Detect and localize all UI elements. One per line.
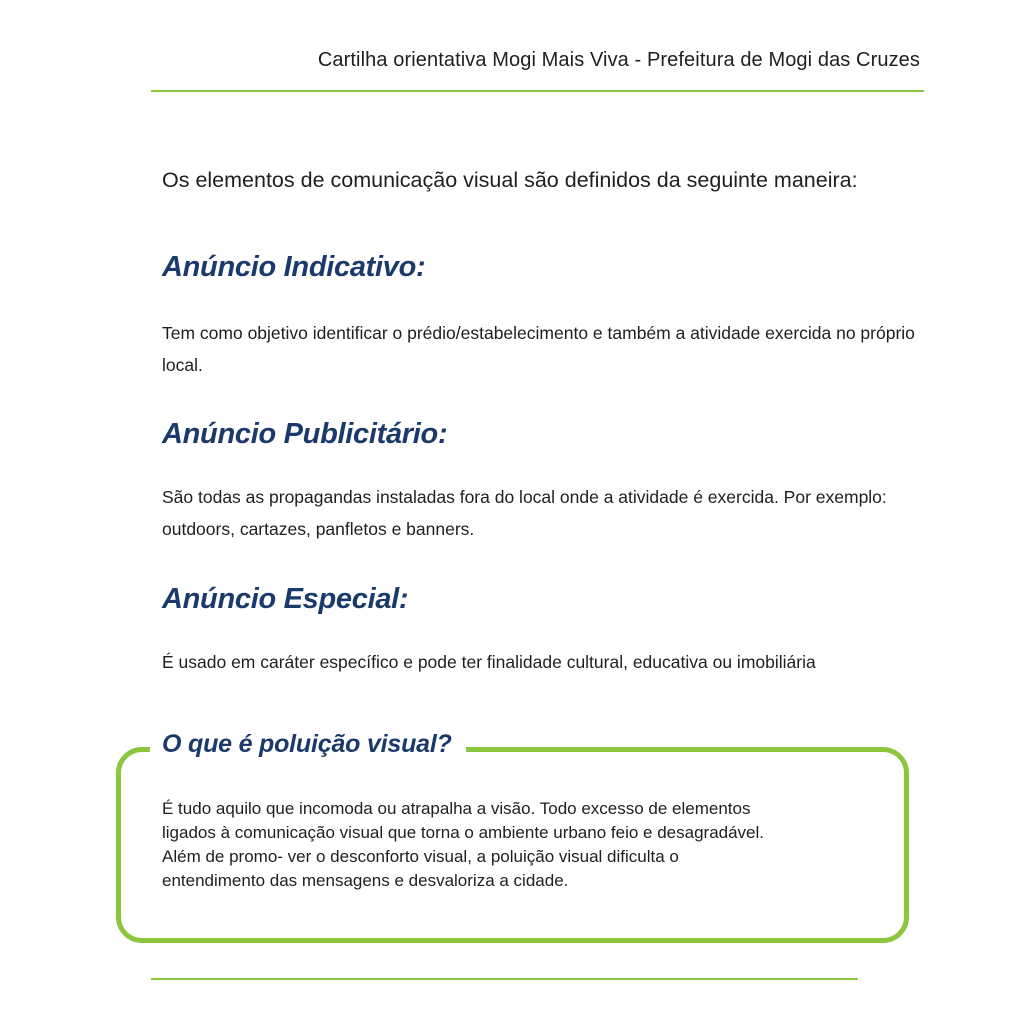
header-divider (151, 90, 924, 92)
footer-divider (151, 978, 858, 980)
callout-line: ligados à comunicação visual que torna o ambiente urbano feio e desagradável. (162, 823, 765, 842)
callout-title: O que é poluição visual? (150, 730, 466, 759)
section-heading-especial: Anúncio Especial: (162, 583, 409, 615)
page-header-title: Cartilha orientativa Mogi Mais Viva - Prefeitura de Mogi das Cruzes (317, 49, 920, 71)
section-heading-indicativo: Anúncio Indicativo: (162, 251, 426, 283)
intro-text: Os elementos de comunicação visual são definidos da seguinte maneira: (162, 168, 858, 192)
section-text-publicitario: São todas as propagandas instaladas fora do local onde a atividade é exercida. Por exemplo: outdoors, cartazes, panfletos e banners. (162, 487, 887, 539)
section-text-indicativo: Tem como objetivo identificar o prédio/estabelecimento e também a atividade exercida no próprio local. (162, 323, 915, 375)
callout-line: entendimento das mensagens e desvaloriza a cidade. (162, 871, 569, 890)
section-heading-publicitario: Anúncio Publicitário: (162, 418, 448, 450)
callout-text (162, 797, 882, 893)
section-text-especial: É usado em caráter específico e pode ter finalidade cultural, educativa ou imobiliária (162, 652, 816, 672)
callout-line: Além de promo- ver o desconforto visual, a poluição visual dificulta o (162, 847, 679, 866)
callout-line: É tudo aquilo que incomoda ou atrapalha a visão. Todo excesso de elementos (162, 799, 751, 818)
